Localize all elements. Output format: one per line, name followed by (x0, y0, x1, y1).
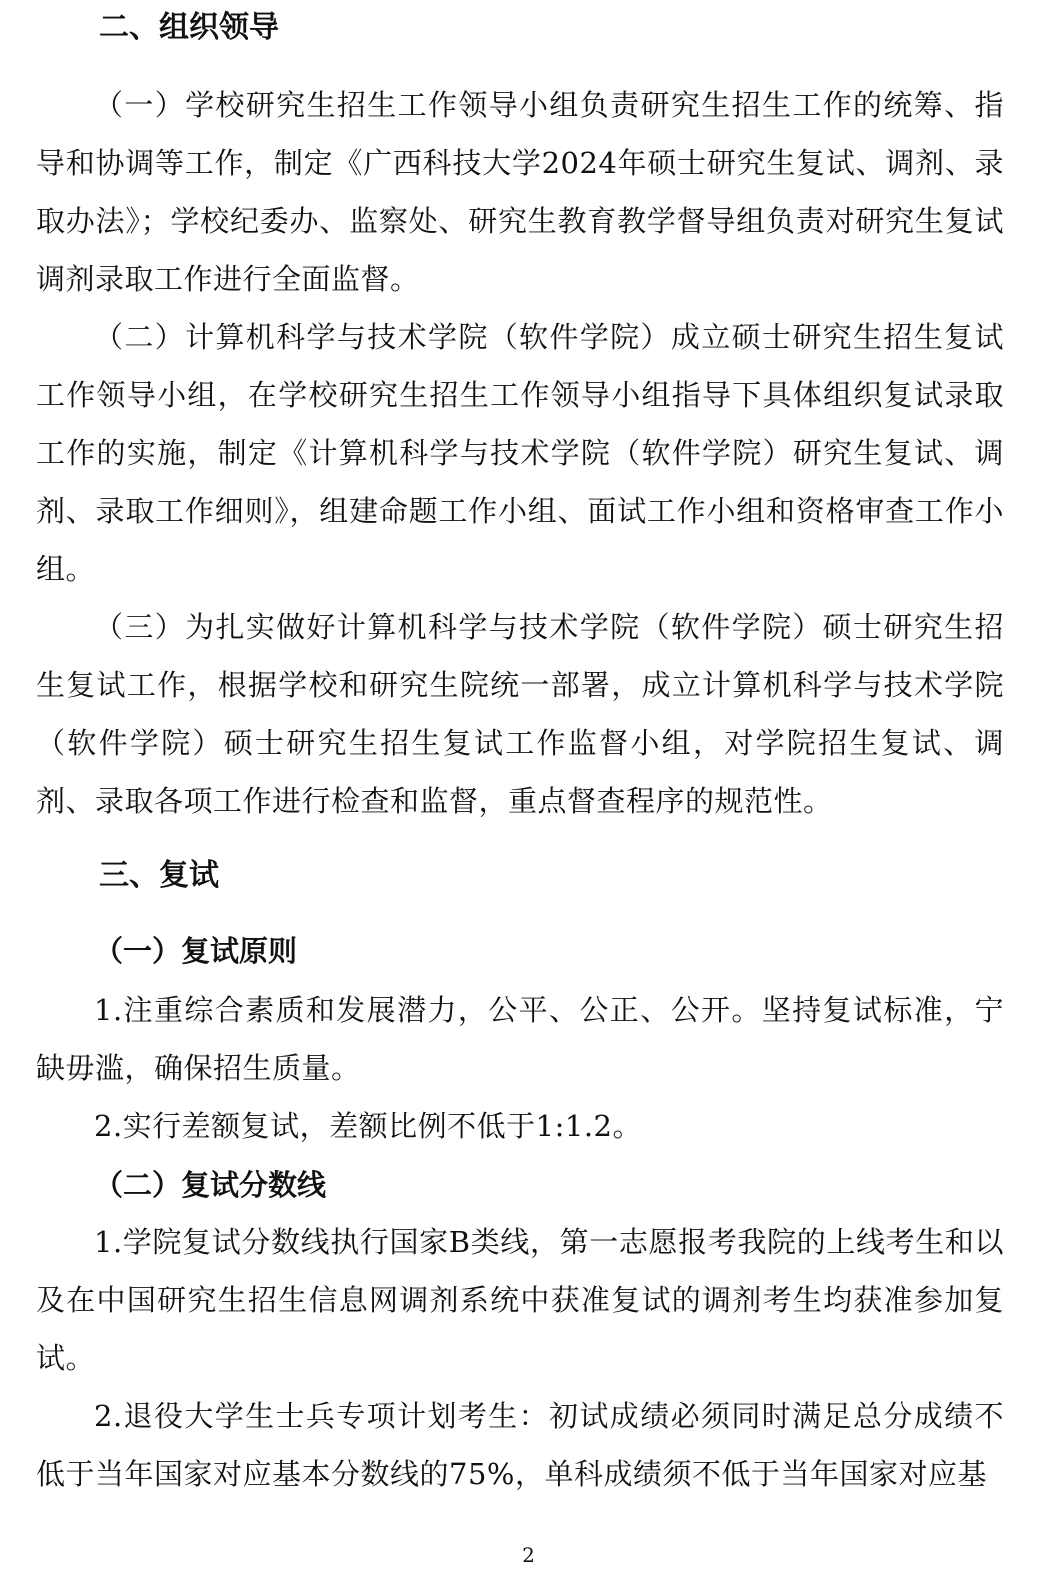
list-item-principle-1: 1.注重综合素质和发展潜力，公平、公正、公开。坚持复试标准，宁缺毋滥，确保招生质量。 (36, 993, 1004, 1085)
section-heading-organization: 二、组织领导 (99, 10, 279, 45)
paragraph-leadership-group: （一）学校研究生招生工作领导小组负责研究生招生工作的统筹、指导和协调等工作，制定《广西科技大学2024年硕士研究生复试、调剂、录取办法》；学校纪委办、监察处、研究生教育教学督导组负责对研究生复试调剂录取工作进行全面监督。 (36, 88, 1004, 296)
list-item-principle-2: 2.实行差额复试，差额比例不低于1:1.2。 (94, 1109, 643, 1143)
section-heading-retest: 三、复试 (99, 858, 219, 893)
page-number: 2 (522, 1543, 535, 1567)
subheading-retest-principles: （一）复试原则 (94, 934, 298, 968)
subheading-retest-score-line: （二）复试分数线 (94, 1168, 327, 1202)
list-item-score-line-1: 1.学院复试分数线执行国家B类线，第一志愿报考我院的上线考生和以及在中国研究生招生信息网调剂系统中获准复试的调剂考生均获准参加复试。 (36, 1225, 1004, 1375)
paragraph-supervision-group: （三）为扎实做好计算机科学与技术学院（软件学院）硕士研究生招生复试工作，根据学校和研究生院统一部署，成立计算机科学与技术学院（软件学院）硕士研究生招生复试工作监督小组，对学院招生复试、调剂、录取各项工作进行检查和监督，重点督查程序的规范性。 (36, 610, 1004, 818)
paragraph-college-working-group: （二）计算机科学与技术学院（软件学院）成立硕士研究生招生复试工作领导小组，在学校研究生招生工作领导小组指导下具体组织复试录取工作的实施，制定《计算机科学与技术学院（软件学院）研究生复试、调剂、录取工作细则》，组建命题工作小组、面试工作小组和资格审查工作小组。 (36, 320, 1004, 586)
list-item-score-line-2: 2.退役大学生士兵专项计划考生：初试成绩必须同时满足总分成绩不低于当年国家对应基本分数线的75%，单科成绩须不低于当年国家对应基 (36, 1399, 1004, 1491)
